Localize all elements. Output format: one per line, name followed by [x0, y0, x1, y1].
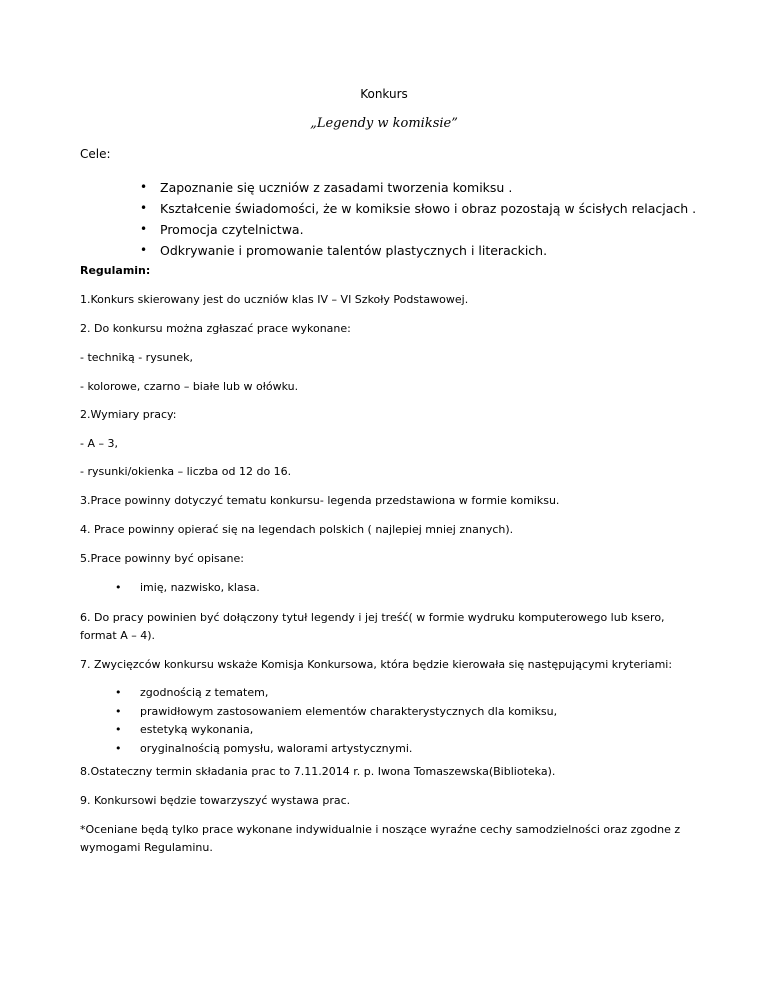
rule-paragraph: - techniką - rysunek, [80, 351, 194, 364]
bullet-icon: • [115, 686, 122, 699]
bullet-icon: • [115, 741, 122, 755]
rule-paragraph: 2. Do konkursu można zgłaszać prace wykonane: [80, 322, 351, 335]
rule-paragraph: 6. Do pracy powinien być dołączony tytuł legendy i jej treść( w formie wydruku komputerowego lub ksero, [80, 611, 665, 624]
list-item: • prawidłowym zastosowaniem elementów charakterystycznych dla komiksu, [0, 703, 557, 722]
bullet-icon: • [115, 704, 122, 718]
rule-paragraph: 9. Konkursowi będzie towarzyszyć wystawa prac. [80, 794, 351, 807]
document-subtitle: „Legendy w komiksie” [310, 116, 458, 131]
rule-paragraph: 4. Prace powinny opierać się na legendach polskich ( najlepiej mniej znanych). [80, 523, 514, 536]
bullet-icon: • [140, 243, 148, 257]
list-item: • estetyką wykonania, [0, 721, 557, 740]
bullet-icon: • [140, 222, 148, 236]
goals-list [0, 177, 696, 261]
bullet-icon: • [115, 581, 122, 594]
list-item: • zgodnością z tematem, [0, 684, 557, 703]
goal-item: • Odkrywanie i promowanie talentów plastycznych i literackich. [0, 240, 696, 261]
description-list [0, 579, 260, 598]
rule-paragraph-continued: wymogami Regulaminu. [80, 841, 213, 854]
list-item: • oryginalnością pomysłu, walorami artystycznymi. [0, 740, 557, 759]
criteria-list [0, 684, 557, 758]
list-item: • imię, nazwisko, klasa. [0, 579, 260, 598]
rule-paragraph: *Oceniane będą tylko prace wykonane indywidualnie i noszące wyraźne cechy samodzielności oraz zgodne z [80, 823, 681, 836]
goals-label: Cele: [80, 147, 111, 161]
rule-paragraph: 7. Zwycięzców konkursu wskaże Komisja Konkursowa, która będzie kierowała się następującymi kryteriami: [80, 658, 673, 671]
goal-item: • Promocja czytelnictwa. [0, 219, 696, 240]
goal-item: • Kształcenie świadomości, że w komiksie słowo i obraz pozostają w ścisłych relacjach . [0, 198, 696, 219]
rule-paragraph: 1.Konkurs skierowany jest do uczniów klas IV – VI Szkoły Podstawowej. [80, 293, 469, 306]
goal-item: • Zapoznanie się uczniów z zasadami tworzenia komiksu . [0, 177, 696, 198]
bullet-icon: • [140, 201, 148, 215]
document-title: Konkurs [360, 87, 408, 101]
rule-paragraph: 3.Prace powinny dotyczyć tematu konkursu- legenda przedstawiona w formie komiksu. [80, 494, 560, 507]
rules-label: Regulamin: [80, 264, 151, 277]
rule-paragraph: - kolorowe, czarno – białe lub w ołówku. [80, 380, 299, 393]
rule-paragraph: - A – 3, [80, 437, 118, 450]
bullet-icon: • [115, 723, 122, 736]
rule-paragraph: - rysunki/okienka – liczba od 12 do 16. [80, 465, 292, 478]
rule-paragraph: 8.Ostateczny termin składania prac to 7.11.2014 r. p. Iwona Tomaszewska(Biblioteka). [80, 765, 556, 778]
rule-paragraph: 5.Prace powinny być opisane: [80, 552, 244, 565]
bullet-icon: • [140, 180, 148, 194]
rule-paragraph: 2.Wymiary pracy: [80, 408, 177, 421]
rule-paragraph-continued: format A – 4). [80, 629, 156, 642]
